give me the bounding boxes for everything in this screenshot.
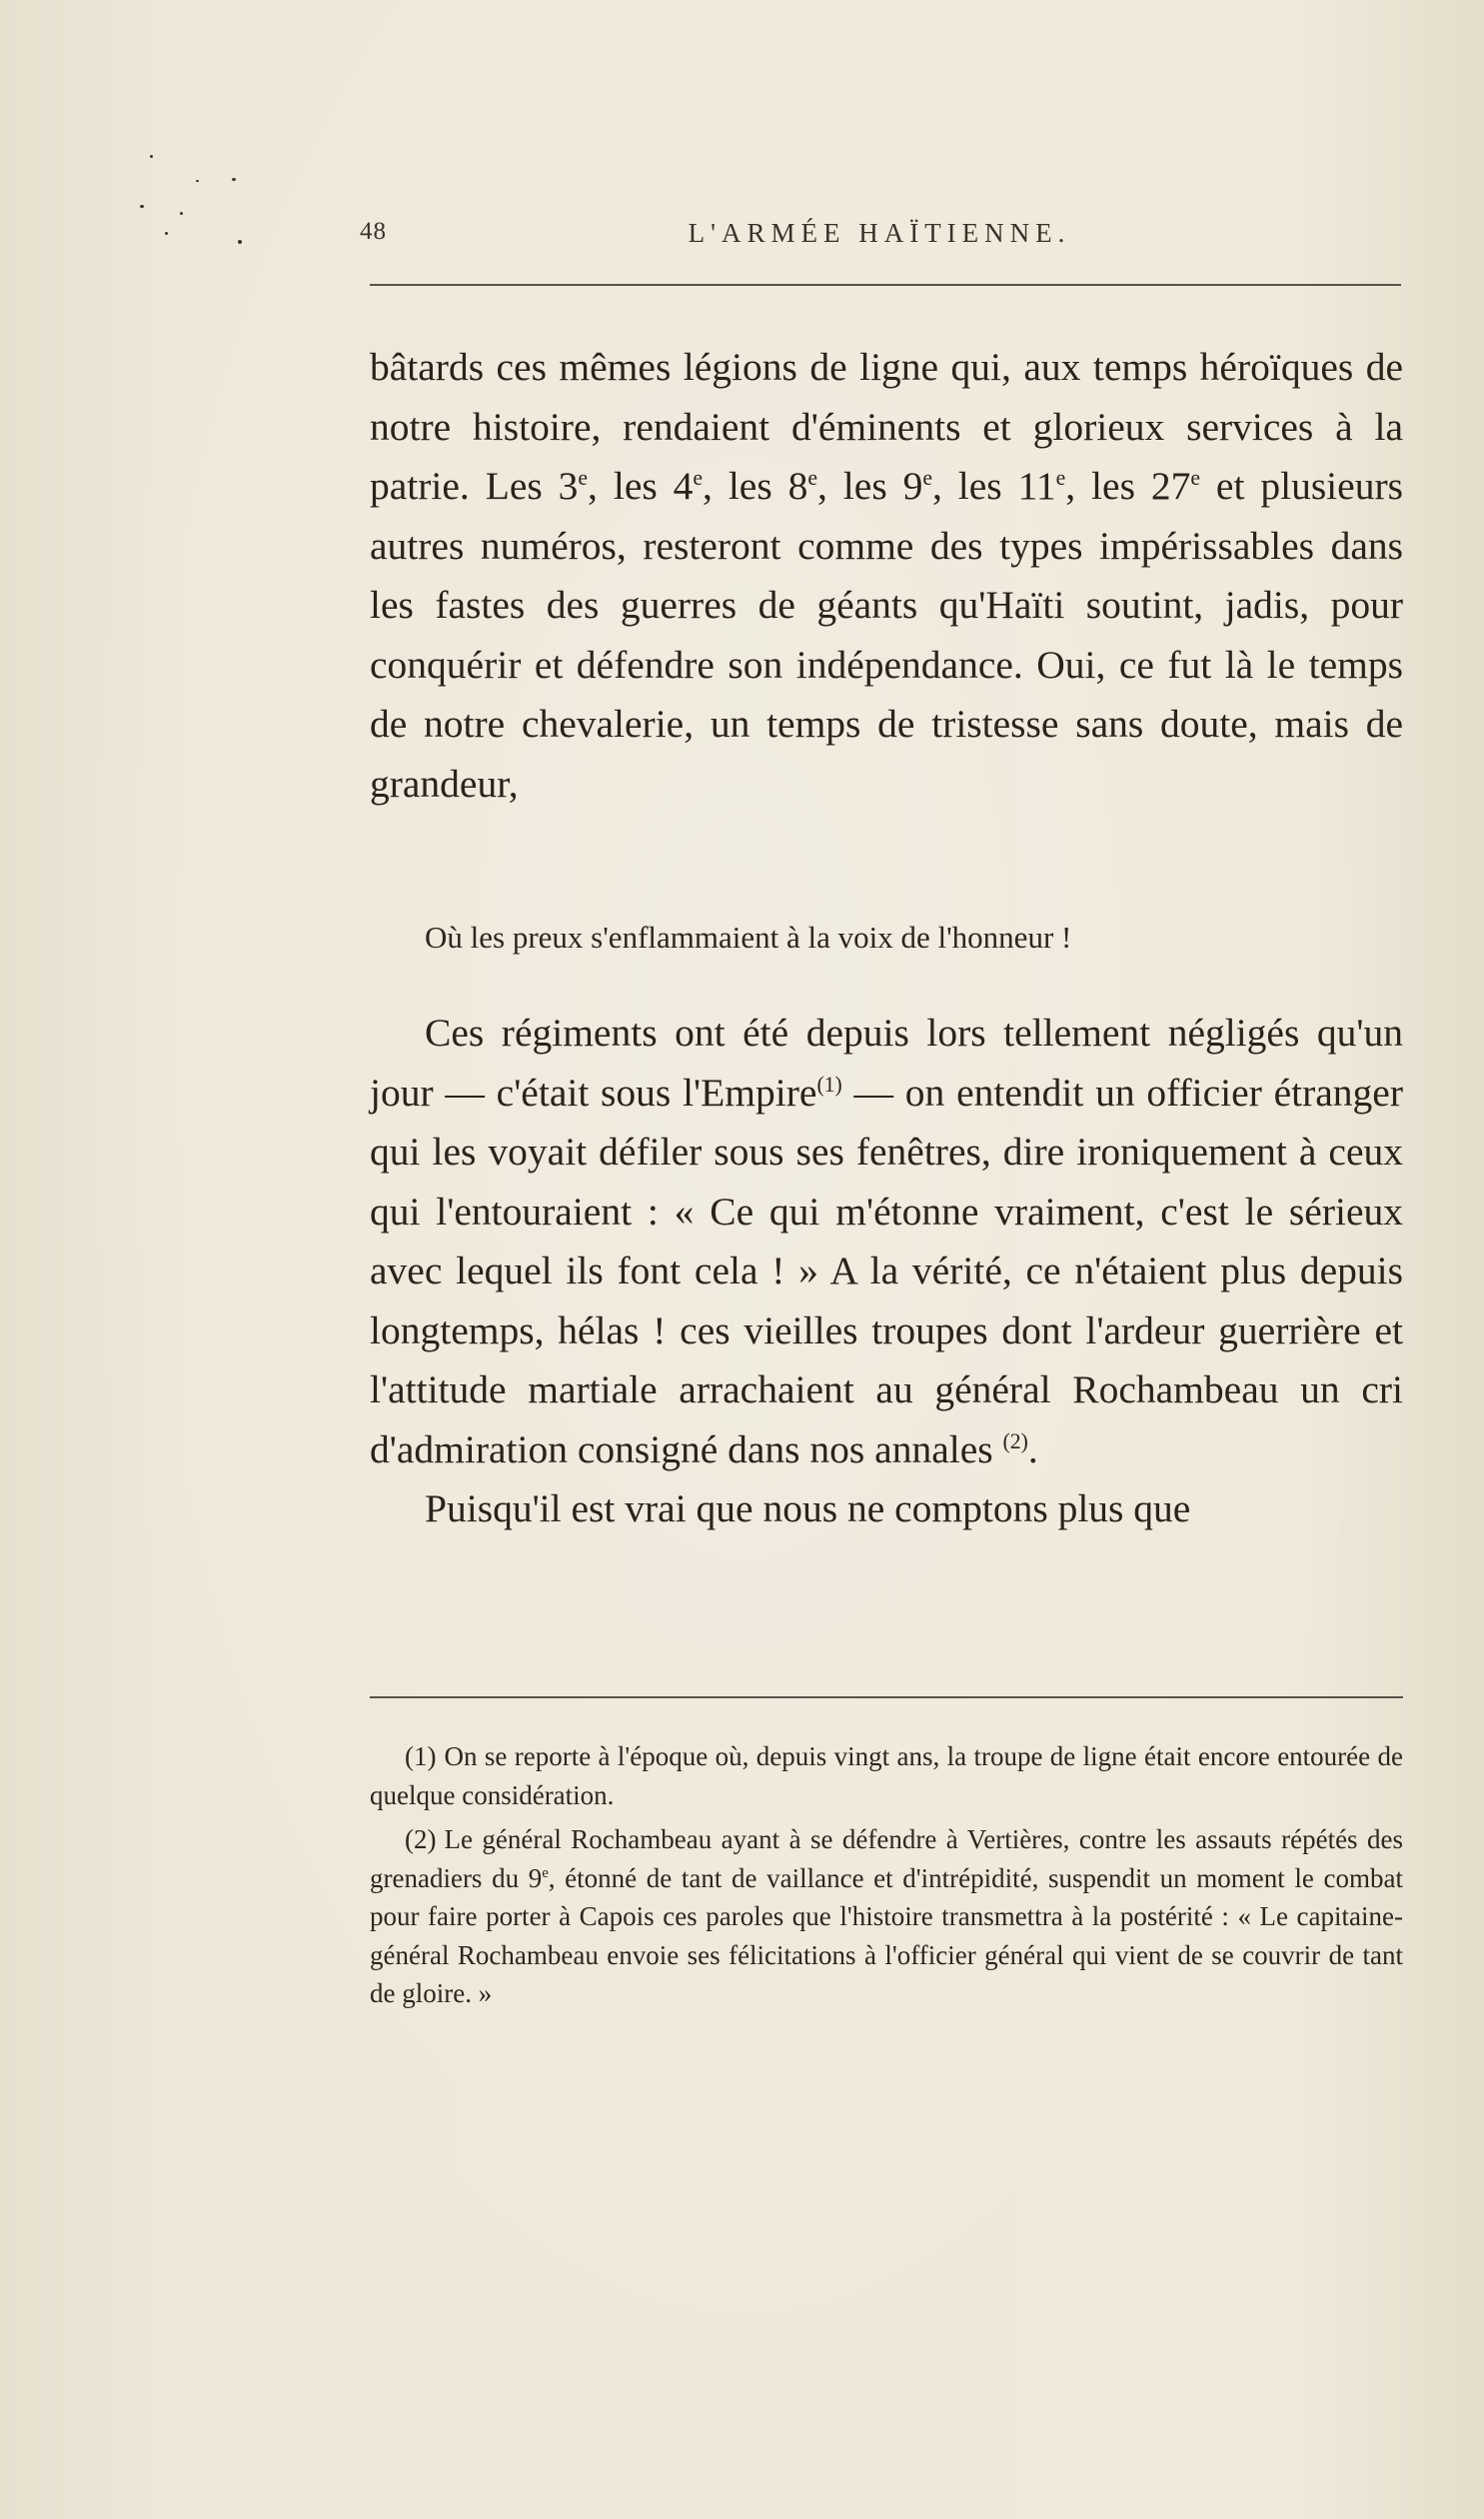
ink-speck <box>196 180 199 182</box>
paragraph-2: Ces régiments ont été depuis lors tellement négligés qu'un jour — c'était sous l'Empire$^{(1)}$ — on entendit un officier étranger qui les voyait défiler sous ses fenêtres, dire ironiquement à ceux qui l'entouraient : « Ce qui m'étonne vraiment, c'est le sérieux avec lequel ils font cela ! » A la vérité, ce n'étaient plus depuis longtemps, hélas ! ces vieilles troupes dont l'ardeur guerrière et l'attitude martiale arrachaient au général Rochambeau un cri d'admiration consigné dans nos annales $^{(2)}$. <box>370 1011 1403 1471</box>
ink-speck <box>180 212 183 215</box>
footnote-1: (1) On se reporte à l'époque où, depuis vingt ans, la troupe de ligne était encore entourée de quelque considération. <box>370 1741 1403 1810</box>
paragraph-3: Puisqu'il est vrai que nous ne comptons plus que <box>425 1486 1191 1530</box>
main-text-block-1 <box>370 338 1403 814</box>
ink-speck <box>165 232 168 235</box>
ink-speck <box>238 240 242 244</box>
verse-quote: Où les preux s'enflammaient à la voix de l'honneur ! <box>425 920 1072 955</box>
footnote-marker: (2) <box>405 1824 437 1854</box>
ink-speck <box>232 178 236 181</box>
footnote-ref-1: (1) <box>816 1072 842 1097</box>
page-header <box>360 212 1399 262</box>
ink-speck <box>140 205 144 208</box>
footnote-rule <box>370 1696 1403 1698</box>
paragraph-1: bâtards ces mêmes légions de ligne qui, aux temps héroïques de notre histoire, rendaient d'éminents et glorieux services à la patrie. Les 3e, les 4e, les 8e, les 9e, les 11e, les 27e et plusieurs autres numéros, resteront comme des types impérissables dans les fastes des guerres de géants qu'Haïti soutint, jadis, pour conquérir et défendre son indépendance. Oui, ce fut là le temps de notre chevalerie, un temps de tristesse sans doute, mais de grandeur, <box>370 345 1403 806</box>
footnotes <box>370 1737 1403 2013</box>
footnote-ref-2: (2) <box>1002 1428 1028 1453</box>
running-head: L'ARMÉE HAÏTIENNE. <box>688 218 1071 248</box>
page-number: 48 <box>360 218 387 245</box>
header-rule <box>370 284 1401 286</box>
ink-speck <box>150 155 153 158</box>
footnote-2: (2) Le général Rochambeau ayant à se défendre à Vertières, contre les assauts répétés des grenadiers du 9e, étonné de tant de vaillance et d'intrépidité, suspendit un moment le combat pour faire porter à Capois ces paroles que l'histoire transmettra à la postérité : « Le capitaine-général Rochambeau envoie ses félicitations à l'officier général qui vient de se couvrir de tant de gloire. » <box>370 1824 1403 2008</box>
footnote-marker: (1) <box>405 1741 437 1771</box>
main-text-block-2 <box>370 1004 1403 1539</box>
